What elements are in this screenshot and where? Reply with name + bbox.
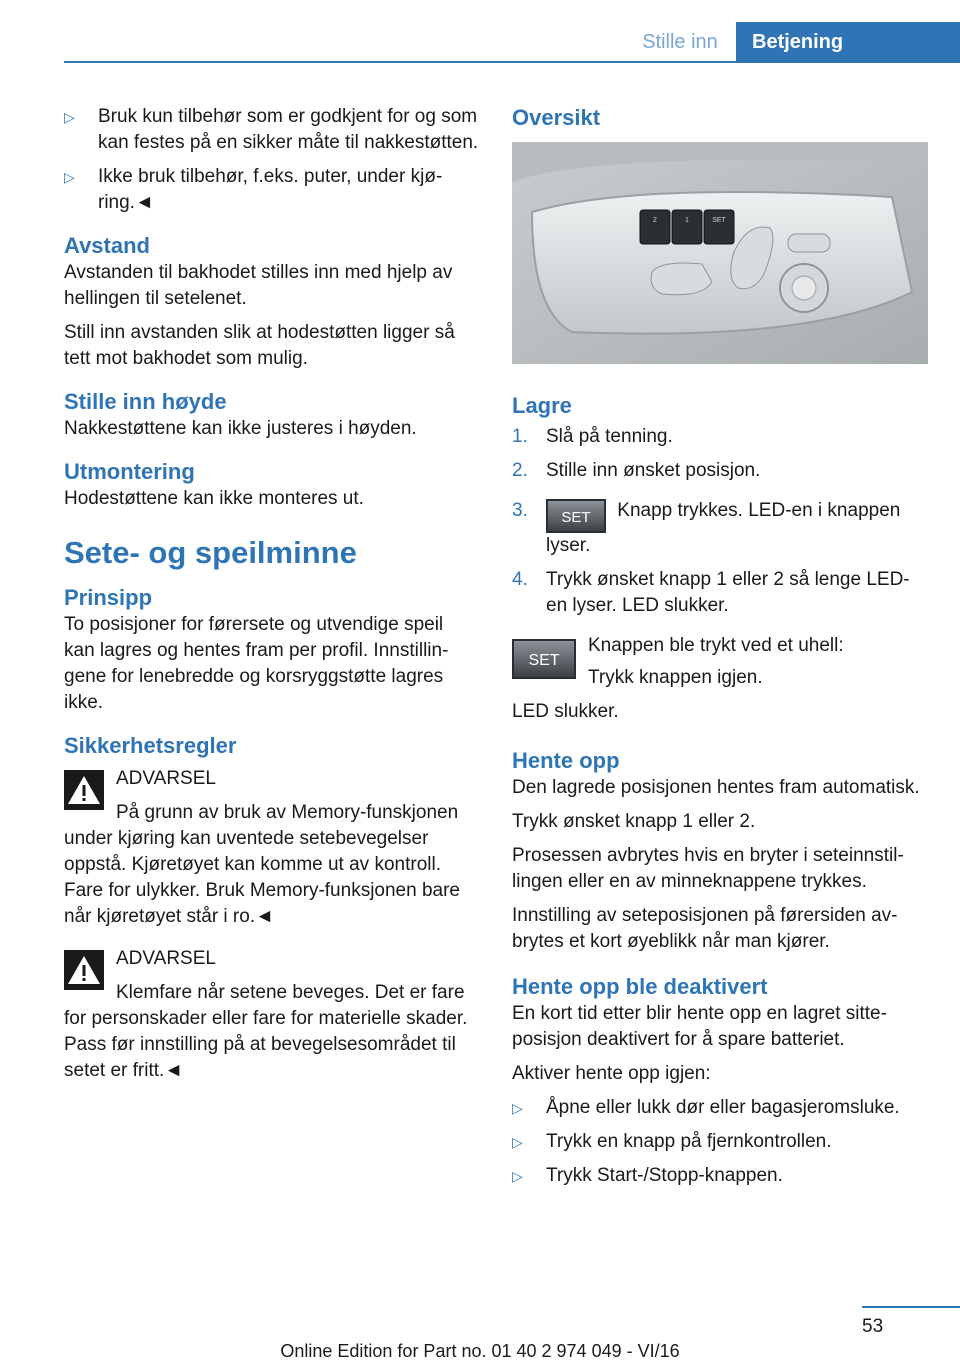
right-column <box>512 104 928 1197</box>
header-chapter-tab: Betjening <box>736 22 960 62</box>
step-number: 3. <box>512 500 528 521</box>
heading-sikkerhet: Sikkerhetsregler <box>64 733 237 758</box>
heading-avstand: Avstand <box>64 233 150 258</box>
bullet-text: Trykk en knapp på fjernkontrollen. <box>546 1131 832 1152</box>
heading-deaktivert: Hente opp ble deaktivert <box>512 974 768 999</box>
bullet-text: Trykk Start-/Stopp-knappen. <box>546 1165 783 1186</box>
warning-text: På grunn av bruk av Memory-funskjonen under kjøring kan uventede setebevegelser oppstå. Kjøretøyet kan komme ut av kontroll. Fare for ulykker. Bruk Memory-funksjonen bare når kjøretøyet står i ro.◄ <box>64 802 460 927</box>
step-number: 4. <box>512 569 528 590</box>
list-item <box>64 164 479 216</box>
warning-icon <box>64 950 104 990</box>
heading-prinsipp: Prinsipp <box>64 585 153 610</box>
paragraph: En kort tid etter blir hente opp en lagret sitteposisjon deaktivert for å spare batteriet. <box>512 1003 887 1050</box>
heading-hente-opp: Hente opp <box>512 748 620 773</box>
list-item <box>64 104 479 156</box>
triangle-bullet-icon: ▷ <box>512 1100 523 1116</box>
step-number: 2. <box>512 460 528 481</box>
note-text: Knappen ble trykt ved et uhell: <box>588 635 844 656</box>
list-item <box>512 1129 928 1155</box>
paragraph: Hodestøttene kan ikke monteres ut. <box>64 488 364 509</box>
list-item <box>512 567 928 619</box>
warning-block <box>64 946 479 1084</box>
paragraph: Nakkestøttene kan ikke justeres i høyden. <box>64 418 417 439</box>
heading-oversikt: Oversikt <box>512 105 601 130</box>
page-number: 53 <box>862 1316 884 1337</box>
set-button-icon: SET <box>546 499 606 533</box>
paragraph: Innstilling av seteposisjonen på førersiden avbrytes et kort øyeblikk når man kjører. <box>512 905 898 952</box>
paragraph: Avstanden til bakhodet stilles inn med hjelp av hellingen til setelenet. <box>64 262 453 309</box>
paragraph: To posisjoner for førersete og utvendige speil kan lagres og hentes fram per profil. Innstillingene for lenebredde og korsryggstøtte lagres ikke. <box>64 614 449 713</box>
triangle-bullet-icon: ▷ <box>64 109 75 125</box>
heading-utmontering: Utmontering <box>64 459 195 484</box>
step-text: Trykk ønsket knapp 1 eller 2 så lenge LED-en lyser. LED slukker. <box>546 569 910 616</box>
heading-lagre: Lagre <box>512 393 572 418</box>
bullet-text: Bruk kun tilbehør som er godkjent for og som kan festes på en sikker måte til nakkestøtten. <box>98 106 479 153</box>
triangle-bullet-icon: ▷ <box>512 1134 523 1150</box>
warning-title: ADVARSEL <box>116 948 216 969</box>
step-text: Slå på tenning. <box>546 426 673 447</box>
step-text: Knapp trykkes. LED-en i knappen lyser. <box>546 500 901 556</box>
bullet-text: Ikke bruk tilbehør, f.eks. puter, under kjøring.◄ <box>98 166 443 213</box>
left-column <box>64 104 479 1092</box>
warning-block <box>64 766 479 930</box>
paragraph: Aktiver hente opp igjen: <box>512 1063 711 1084</box>
list-item <box>512 458 928 484</box>
photo-button-label: 1 <box>685 217 689 224</box>
step-text: Stille inn ønsket posisjon. <box>546 460 761 481</box>
footer-edition: Online Edition for Part no. 01 40 2 974 049 - VI/16 <box>280 1341 680 1361</box>
set-button-icon: SET <box>512 639 576 679</box>
paragraph: Den lagrede posisjonen hentes fram automatisk. <box>512 777 920 798</box>
paragraph: Trykk ønsket knapp 1 eller 2. <box>512 811 756 832</box>
triangle-bullet-icon: ▷ <box>64 169 75 185</box>
note-block <box>512 633 928 691</box>
photo-button-label: 2 <box>653 217 657 224</box>
warning-title: ADVARSEL <box>116 768 216 789</box>
paragraph: Prosessen avbrytes hvis en bryter i seteinnstillingen eller en av minneknappene trykkes. <box>512 845 904 892</box>
warning-text: Klemfare når setene beveges. Det er fare for personskader eller fare for materielle skader. Pass før innstilling på at bevegelsesområdet til setet er fritt.◄ <box>64 982 468 1081</box>
paragraph: Still inn avstanden slik at hodestøtten ligger så tett mot bakhodet som mulig. <box>64 322 455 369</box>
header-rule <box>64 61 960 63</box>
triangle-bullet-icon: ▷ <box>512 1168 523 1184</box>
note-text: Trykk knappen igjen. <box>588 667 763 688</box>
list-item <box>512 424 928 450</box>
header-section-tab: Stille inn <box>642 31 718 53</box>
step-number: 1. <box>512 426 528 447</box>
list-item <box>512 1095 928 1121</box>
warning-icon <box>64 770 104 810</box>
chapter-title: Sete- og speilminne <box>64 535 357 570</box>
paragraph: LED slukker. <box>512 701 619 722</box>
list-item <box>512 1163 928 1189</box>
seat-controls-photo <box>512 142 928 364</box>
heading-hoyde: Stille inn høyde <box>64 389 227 414</box>
photo-button-label: SET <box>712 217 726 224</box>
bullet-text: Åpne eller lukk dør eller bagasjeromsluke. <box>546 1097 900 1118</box>
page-number-rule <box>862 1306 960 1308</box>
list-item <box>512 498 928 559</box>
